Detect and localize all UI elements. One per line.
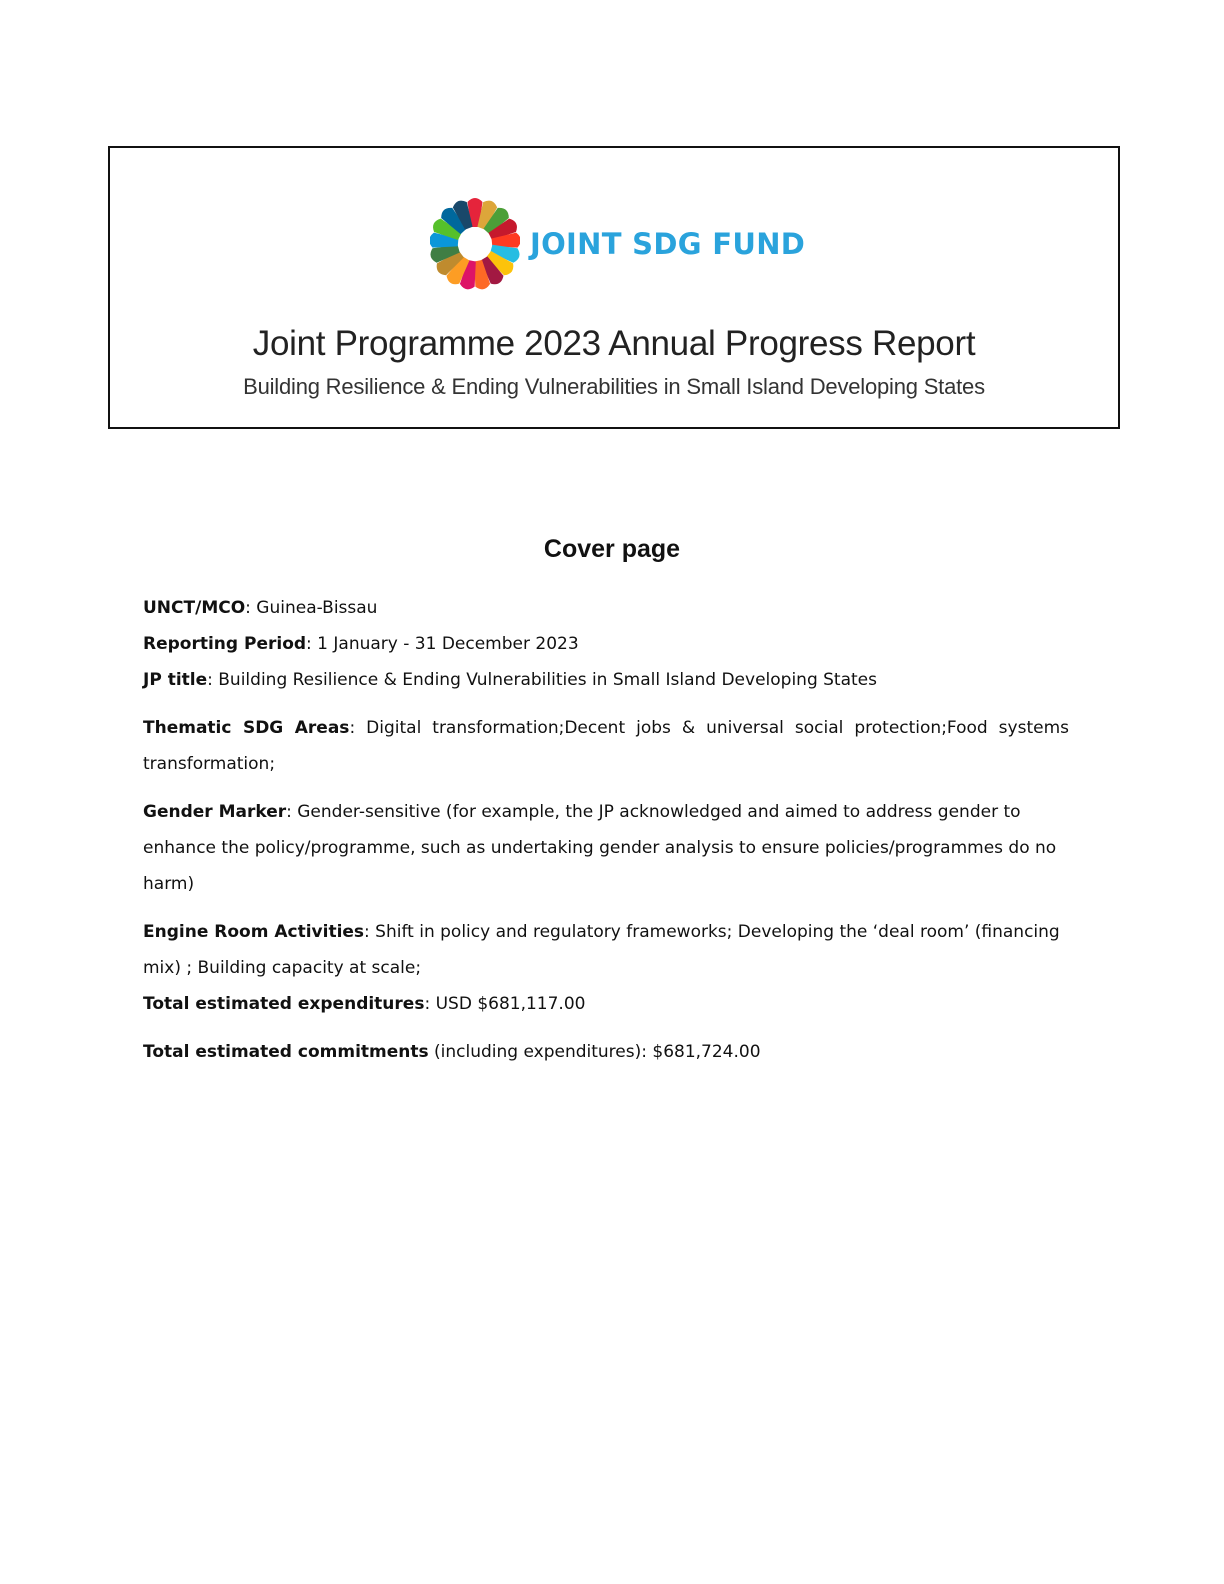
field-total-commitments [143,1034,1069,1070]
logo-text: JOINT SDG FUND [530,227,806,261]
cover-fields [143,590,1069,1070]
field-value: : Guinea-Bissau [245,598,378,618]
field-thematic-sdg-areas [143,710,1069,782]
field-label: Gender Marker [143,802,287,822]
field-value: (including expenditures): $681,724.00 [428,1042,761,1062]
field-label: JP title [143,670,208,690]
field-label: UNCT/MCO [143,598,246,618]
field-value: : 1 January - 31 December 2023 [306,634,579,654]
field-gender-marker [143,794,1069,902]
field-label: Total estimated expenditures [143,994,425,1014]
field-jp-title [143,662,1069,698]
report-subtitle: Building Resilience & Ending Vulnerabilities in Small Island Developing States [243,374,985,399]
field-value: : Building Resilience & Ending Vulnerabilities in Small Island Developing States [207,670,877,690]
field-value: : USD $681,117.00 [424,994,586,1014]
report-header-box [108,146,1120,429]
field-label: Engine Room Activities [143,922,365,942]
field-unct-mco [143,590,1069,626]
sdg-wheel-icon [430,192,520,296]
field-total-expenditures [143,986,1069,1022]
field-value: : Shift in policy and regulatory frameworks; Developing the ‘deal room’ (financing mix) ; Building capacity at scale; [143,922,1060,978]
field-reporting-period [143,626,1069,662]
field-label: Total estimated commitments [143,1042,429,1062]
cover-page-heading: Cover page [543,535,681,563]
field-engine-room-activities [143,914,1069,986]
joint-sdg-fund-logo [430,192,805,296]
report-title: Joint Programme 2023 Annual Progress Report [252,324,976,363]
field-label: Reporting Period [143,634,307,654]
field-label: Thematic SDG Areas [143,718,350,738]
field-value: : Gender-sensitive (for example, the JP acknowledged and aimed to address gender to enhance the policy/programme, such as undertaking gender analysis to ensure policies/programmes do no harm) [143,802,1057,894]
field-value: : Digital transformation;Decent jobs & universal social protection;Food systems transformation; [143,718,1069,774]
